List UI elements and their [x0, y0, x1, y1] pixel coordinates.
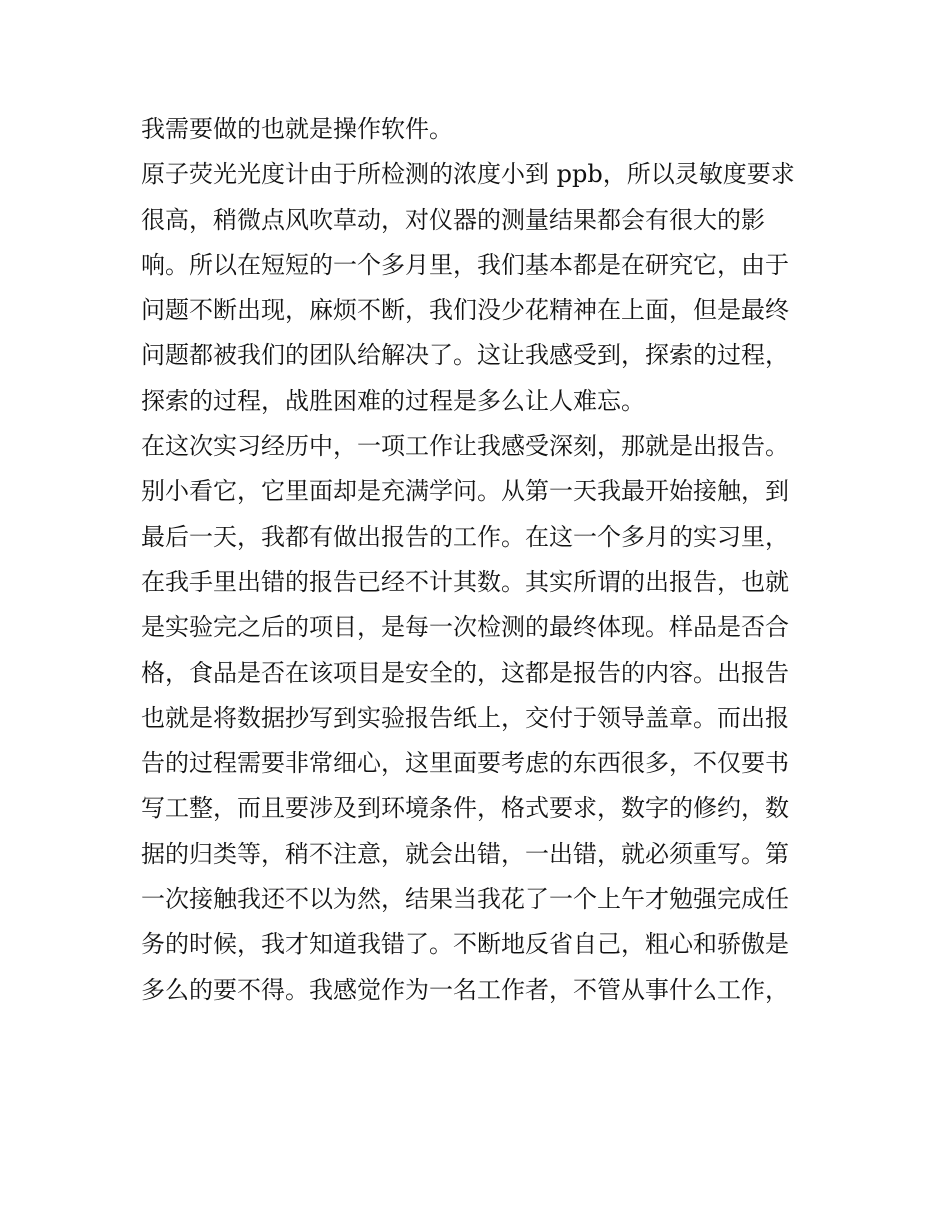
text-line: 多么的要不得。我感觉作为一名工作者，不管从事什么工作， — [141, 975, 789, 1004]
text-line: 响。所以在短短的一个多月里，我们基本都是在研究它，由于 — [141, 250, 789, 279]
text-line: 很高，稍微点风吹草动，对仪器的测量结果都会有很大的影 — [141, 205, 765, 234]
text-line: 探索的过程，战胜困难的过程是多么让人难忘。 — [141, 386, 645, 415]
text-line: 一次接触我还不以为然，结果当我花了一个上午才勉强完成任 — [141, 885, 789, 914]
text-line: 最后一天，我都有做出报告的工作。在这一个多月的实习里， — [141, 522, 789, 551]
text-line: 格，食品是否在该项目是安全的，这都是报告的内容。出报告 — [141, 658, 789, 687]
text-line: 问题都被我们的团队给解决了。这让我感受到，探索的过程， — [141, 341, 789, 370]
text-line: 原子荧光光度计由于所检测的浓度小到 ppb，所以灵敏度要求 — [141, 160, 795, 189]
body-text — [141, 107, 816, 1013]
text-line: 我需要做的也就是操作软件。 — [141, 115, 453, 143]
text-line: 写工整，而且要涉及到环境条件，格式要求，数字的修约，数 — [141, 794, 789, 823]
text-line: 在我手里出错的报告已经不计其数。其实所谓的出报告，也就 — [141, 567, 789, 596]
text-line: 问题不断出现，麻烦不断，我们没少花精神在上面，但是最终 — [141, 296, 789, 325]
text-line: 别小看它，它里面却是充满学问。从第一天我最开始接触，到 — [141, 477, 789, 506]
text-line: 也就是将数据抄写到实验报告纸上，交付于领导盖章。而出报 — [141, 703, 789, 732]
text-line: 据的归类等，稍不注意，就会出错，一出错，就必须重写。第 — [141, 839, 789, 868]
text-line: 务的时候，我才知道我错了。不断地反省自己，粗心和骄傲是 — [141, 930, 789, 959]
text-line: 是实验完之后的项目，是每一次检测的最终体现。样品是否合 — [141, 613, 789, 642]
text-line: 在这次实习经历中，一项工作让我感受深刻，那就是出报告。 — [141, 432, 789, 461]
text-line: 告的过程需要非常细心，这里面要考虑的东西很多，不仅要书 — [141, 749, 789, 778]
